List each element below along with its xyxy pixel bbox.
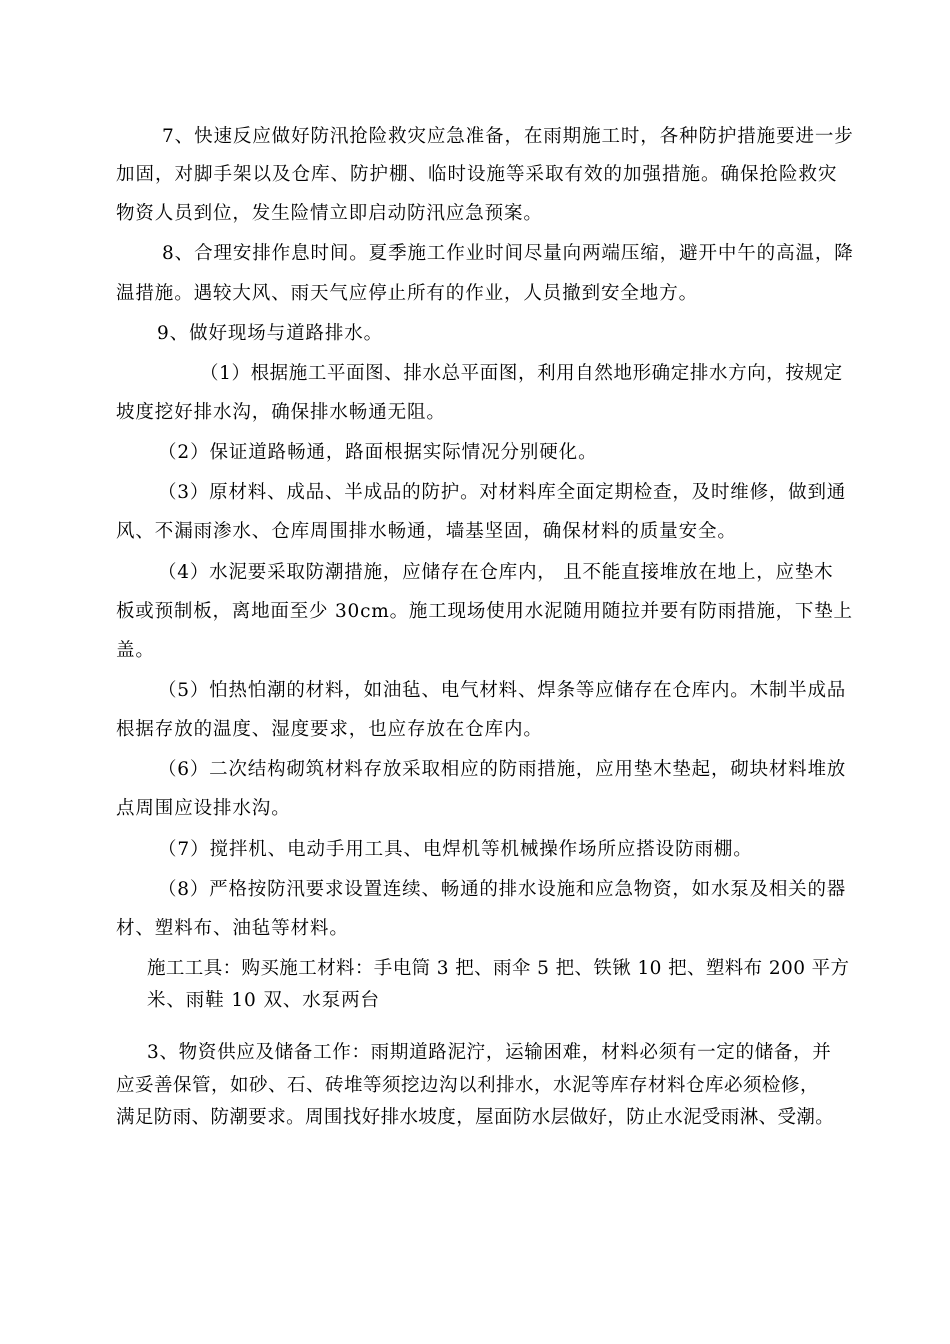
item-1-line-1: （1）根据施工平面图、排水总平面图，利用自然地形确定排水方向，按规定 xyxy=(200,363,843,384)
section-3-line-2: 应妥善保管，如砂、石、砖堆等须挖边沟以利排水，水泥等库存材料仓库必须检修， xyxy=(116,1075,820,1096)
item-1-line-2: 坡度挖好排水沟，确保排水畅通无阻。 xyxy=(116,402,446,423)
item-4-line-2: 板或预制板，离地面至少 30cm。施工现场使用水泥随用随拉并要有防雨措施，下垫上 xyxy=(116,601,853,622)
item-8-line-2: 材、塑料布、油毡等材料。 xyxy=(116,918,349,939)
item-6-line-1: （6）二次结构砌筑材料存放采取相应的防雨措施，应用垫木垫起，砌块材料堆放 xyxy=(158,759,847,780)
paragraph-8-line-1: 8、合理安排作息时间。夏季施工作业时间尽量向两端压缩，避开中午的高温，降 xyxy=(162,243,854,264)
paragraph-9-heading: 9、做好现场与道路排水。 xyxy=(157,323,384,344)
paragraph-7-line-2: 加固，对脚手架以及仓库、防护棚、临时设施等采取有效的加强措施。确保抢险救灾 xyxy=(116,164,838,185)
item-3-line-1: （3）原材料、成品、半成品的防护。对材料库全面定期检查，及时维修，做到通 xyxy=(158,482,847,503)
item-5-line-2: 根据存放的温度、湿度要求，也应存放在仓库内。 xyxy=(116,719,543,740)
item-5-line-1: （5）怕热怕潮的材料，如油毡、电气材料、焊条等应储存在仓库内。木制半成品 xyxy=(158,680,847,701)
tools-line-1: 施工工具：购买施工材料：手电筒 3 把、雨伞 5 把、铁锹 10 把、塑料布 200 平方 xyxy=(147,958,850,979)
item-3-line-2: 风、不漏雨渗水、仓库周围排水畅通，墙基坚固，确保材料的质量安全。 xyxy=(116,521,737,542)
item-7-line-1: （7）搅拌机、电动手用工具、电焊机等机械操作场所应搭设防雨棚。 xyxy=(158,839,753,860)
item-8-line-1: （8）严格按防汛要求设置连续、畅通的排水设施和应急物资，如水泵及相关的器 xyxy=(158,879,847,900)
paragraph-7-line-3: 物资人员到位，发生险情立即启动防汛应急预案。 xyxy=(116,203,543,224)
item-2-line-1: （2）保证道路畅通，路面根据实际情况分别硬化。 xyxy=(158,442,598,463)
section-3-line-3: 满足防雨、防潮要求。周围找好排水坡度，屋面防水层做好，防止水泥受雨淋、受潮。 xyxy=(116,1107,835,1128)
section-3-line-1: 3、物资供应及储备工作：雨期道路泥泞，运输困难，材料必须有一定的储备，并 xyxy=(147,1042,832,1063)
paragraph-8-line-2: 温措施。遇较大风、雨天气应停止所有的作业，人员撤到安全地方。 xyxy=(116,283,699,304)
item-4-line-1: （4）水泥要采取防潮措施，应储存在仓库内， 且不能直接堆放在地上，应垫木 xyxy=(158,562,834,583)
item-6-line-2: 点周围应设排水沟。 xyxy=(116,798,291,819)
paragraph-7-line-1: 7、快速反应做好防汛抢险救灾应急准备，在雨期施工时，各种防护措施要进一步 xyxy=(162,126,854,147)
item-4-line-3: 盖。 xyxy=(116,640,155,661)
tools-line-2: 米、雨鞋 10 双、水泵两台 xyxy=(147,990,380,1011)
